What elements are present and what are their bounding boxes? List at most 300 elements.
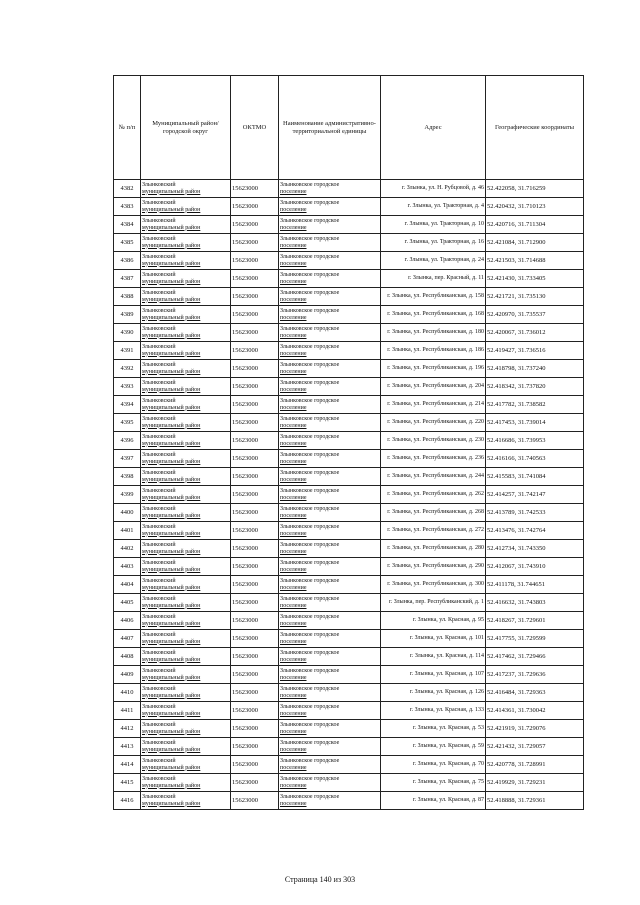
- district-name: Злынковский: [142, 685, 176, 692]
- coordinates-cell: 52.420432, 31.710123: [486, 198, 584, 216]
- oktmo-cell: 15623000: [231, 522, 279, 540]
- unit-name: Злынковское городское: [280, 685, 340, 692]
- row-number-cell: 4392: [114, 360, 141, 378]
- coordinates-cell: 52.421084, 31.712900: [486, 234, 584, 252]
- district-name: Злынковский: [142, 307, 176, 314]
- row-number-cell: 4411: [114, 702, 141, 720]
- table-row: [114, 396, 584, 414]
- oktmo-cell: 15623000: [231, 396, 279, 414]
- district-cell: [141, 396, 231, 414]
- district-name: Злынковский: [142, 505, 176, 512]
- oktmo-cell: 15623000: [231, 540, 279, 558]
- oktmo-cell: 15623000: [231, 756, 279, 774]
- oktmo-cell: 15623000: [231, 630, 279, 648]
- unit-cell: [279, 180, 381, 198]
- unit-type: поселение: [280, 206, 307, 213]
- coordinates-cell: 52.420716, 31.711304: [486, 216, 584, 234]
- oktmo-cell: 15623000: [231, 576, 279, 594]
- oktmo-cell: 15623000: [231, 738, 279, 756]
- unit-name: Злынковское городское: [280, 505, 340, 512]
- coordinates-cell: 52.417782, 31.738582: [486, 396, 584, 414]
- oktmo-cell: 15623000: [231, 252, 279, 270]
- address-cell: г. Злынка, ул. Республиканская, д. 280: [381, 540, 486, 558]
- oktmo-cell: 15623000: [231, 414, 279, 432]
- unit-name: Злынковское городское: [280, 181, 340, 188]
- oktmo-cell: 15623000: [231, 324, 279, 342]
- district-name: Злынковский: [142, 487, 176, 494]
- district-type: муниципальный район: [142, 800, 201, 807]
- district-name: Злынковский: [142, 361, 176, 368]
- unit-name: Злынковское городское: [280, 253, 340, 260]
- district-name: Злынковский: [142, 451, 176, 458]
- table-row: [114, 468, 584, 486]
- unit-cell: [279, 324, 381, 342]
- unit-type: поселение: [280, 638, 307, 645]
- unit-name: Злынковское городское: [280, 217, 340, 224]
- unit-cell: [279, 576, 381, 594]
- coordinates-cell: 52.412734, 31.743350: [486, 540, 584, 558]
- table-row: [114, 270, 584, 288]
- unit-type: поселение: [280, 422, 307, 429]
- district-cell: [141, 648, 231, 666]
- unit-name: Злынковское городское: [280, 487, 340, 494]
- unit-name: Злынковское городское: [280, 775, 340, 782]
- unit-type: поселение: [280, 368, 307, 375]
- district-name: Злынковский: [142, 217, 176, 224]
- district-cell: [141, 324, 231, 342]
- district-name: Злынковский: [142, 289, 176, 296]
- district-cell: [141, 558, 231, 576]
- unit-cell: [279, 558, 381, 576]
- district-type: муниципальный район: [142, 764, 201, 771]
- oktmo-cell: 15623000: [231, 270, 279, 288]
- district-cell: [141, 684, 231, 702]
- district-cell: [141, 198, 231, 216]
- unit-name: Злынковское городское: [280, 307, 340, 314]
- unit-type: поселение: [280, 602, 307, 609]
- unit-cell: [279, 738, 381, 756]
- table-row: [114, 252, 584, 270]
- row-number-cell: 4394: [114, 396, 141, 414]
- unit-type: поселение: [280, 692, 307, 699]
- unit-cell: [279, 216, 381, 234]
- coordinates-cell: 52.415583, 31.741084: [486, 468, 584, 486]
- registry-table: [113, 75, 584, 810]
- unit-cell: [279, 702, 381, 720]
- page-number: Страница 140 из 303: [284, 875, 356, 884]
- unit-name: Злынковское городское: [280, 667, 340, 674]
- table-body: [114, 180, 584, 810]
- oktmo-cell: 15623000: [231, 666, 279, 684]
- district-type: муниципальный район: [142, 386, 201, 393]
- district-cell: [141, 486, 231, 504]
- address-cell: г. Злынка, ул. Тракторная, д. 24: [381, 252, 486, 270]
- table-row: [114, 558, 584, 576]
- coordinates-cell: 52.418342, 31.737820: [486, 378, 584, 396]
- unit-type: поселение: [280, 188, 307, 195]
- address-cell: г. Злынка, ул. Республиканская, д. 244: [381, 468, 486, 486]
- row-number-cell: 4393: [114, 378, 141, 396]
- address-cell: г. Злынка, ул. Красная, д. 59: [381, 738, 486, 756]
- district-name: Злынковский: [142, 469, 176, 476]
- district-name: Злынковский: [142, 523, 176, 530]
- unit-cell: [279, 234, 381, 252]
- unit-type: поселение: [280, 782, 307, 789]
- table-row: [114, 684, 584, 702]
- unit-name: Злынковское городское: [280, 613, 340, 620]
- district-type: муниципальный район: [142, 242, 201, 249]
- table-row: [114, 576, 584, 594]
- address-cell: г. Злынка, ул. Республиканская, д. 268: [381, 504, 486, 522]
- table-row: [114, 432, 584, 450]
- district-name: Злынковский: [142, 181, 176, 188]
- unit-name: Злынковское городское: [280, 559, 340, 566]
- address-cell: г. Злынка, ул. Республиканская, д. 204: [381, 378, 486, 396]
- district-type: муниципальный район: [142, 746, 201, 753]
- unit-name: Злынковское городское: [280, 289, 340, 296]
- district-type: муниципальный район: [142, 278, 201, 285]
- header-unit: Наименование административно-территориальной единицы: [279, 76, 381, 180]
- row-number-cell: 4407: [114, 630, 141, 648]
- unit-name: Злынковское городское: [280, 595, 340, 602]
- table-row: [114, 342, 584, 360]
- district-name: Злынковский: [142, 325, 176, 332]
- district-type: муниципальный район: [142, 458, 201, 465]
- unit-name: Злынковское городское: [280, 271, 340, 278]
- table-row: [114, 666, 584, 684]
- table-row: [114, 216, 584, 234]
- unit-type: поселение: [280, 458, 307, 465]
- district-name: Злынковский: [142, 559, 176, 566]
- address-cell: г. Злынка, ул. Республиканская, д. 214: [381, 396, 486, 414]
- district-cell: [141, 702, 231, 720]
- unit-name: Злынковское городское: [280, 649, 340, 656]
- oktmo-cell: 15623000: [231, 702, 279, 720]
- address-cell: г. Злынка, ул. Республиканская, д. 168: [381, 306, 486, 324]
- unit-type: поселение: [280, 242, 307, 249]
- unit-type: поселение: [280, 728, 307, 735]
- coordinates-cell: 52.422058, 31.716259: [486, 180, 584, 198]
- table-row: [114, 612, 584, 630]
- address-cell: г. Злынка, ул. Красная, д. 70: [381, 756, 486, 774]
- row-number-cell: 4385: [114, 234, 141, 252]
- district-type: муниципальный район: [142, 638, 201, 645]
- district-name: Злынковский: [142, 703, 176, 710]
- unit-type: поселение: [280, 440, 307, 447]
- unit-name: Злынковское городское: [280, 433, 340, 440]
- table-row: [114, 324, 584, 342]
- unit-cell: [279, 396, 381, 414]
- district-cell: [141, 234, 231, 252]
- table-row: [114, 702, 584, 720]
- unit-cell: [279, 648, 381, 666]
- address-cell: г. Злынка, ул. Красная, д. 53: [381, 720, 486, 738]
- unit-name: Злынковское городское: [280, 325, 340, 332]
- unit-name: Злынковское городское: [280, 379, 340, 386]
- district-type: муниципальный район: [142, 296, 201, 303]
- row-number-cell: 4395: [114, 414, 141, 432]
- district-name: Злынковский: [142, 793, 176, 800]
- coordinates-cell: 52.420970, 31.735537: [486, 306, 584, 324]
- table-row: [114, 360, 584, 378]
- table-row: [114, 630, 584, 648]
- district-type: муниципальный район: [142, 224, 201, 231]
- address-cell: г. Злынка, ул. Красная, д. 107: [381, 666, 486, 684]
- address-cell: г. Злынка, ул. Республиканская, д. 196: [381, 360, 486, 378]
- district-cell: [141, 216, 231, 234]
- unit-cell: [279, 288, 381, 306]
- address-cell: г. Злынка, ул. Тракторная, д. 10: [381, 216, 486, 234]
- unit-cell: [279, 468, 381, 486]
- unit-cell: [279, 522, 381, 540]
- table-row: [114, 288, 584, 306]
- coordinates-cell: 52.417237, 31.729636: [486, 666, 584, 684]
- district-cell: [141, 540, 231, 558]
- coordinates-cell: 52.419427, 31.736516: [486, 342, 584, 360]
- district-name: Злынковский: [142, 541, 176, 548]
- row-number-cell: 4412: [114, 720, 141, 738]
- unit-name: Злынковское городское: [280, 739, 340, 746]
- row-number-cell: 4390: [114, 324, 141, 342]
- address-cell: г. Злынка, ул. Республиканская, д. 290: [381, 558, 486, 576]
- unit-cell: [279, 270, 381, 288]
- district-type: муниципальный район: [142, 602, 201, 609]
- table-row: [114, 774, 584, 792]
- district-name: Злынковский: [142, 253, 176, 260]
- row-number-cell: 4387: [114, 270, 141, 288]
- oktmo-cell: 15623000: [231, 684, 279, 702]
- district-name: Злынковский: [142, 757, 176, 764]
- address-cell: г. Злынка, ул. Республиканская, д. 300: [381, 576, 486, 594]
- oktmo-cell: 15623000: [231, 558, 279, 576]
- unit-type: поселение: [280, 260, 307, 267]
- header-address: Адрес: [381, 76, 486, 180]
- district-cell: [141, 792, 231, 810]
- coordinates-cell: 52.417462, 31.729466: [486, 648, 584, 666]
- address-cell: г. Злынка, ул. Красная, д. 101: [381, 630, 486, 648]
- row-number-cell: 4413: [114, 738, 141, 756]
- unit-cell: [279, 486, 381, 504]
- coordinates-cell: 52.416484, 31.729363: [486, 684, 584, 702]
- coordinates-cell: 52.418267, 31.729601: [486, 612, 584, 630]
- oktmo-cell: 15623000: [231, 468, 279, 486]
- table-row: [114, 648, 584, 666]
- district-cell: [141, 504, 231, 522]
- district-type: муниципальный район: [142, 584, 201, 591]
- district-cell: [141, 432, 231, 450]
- coordinates-cell: 52.418798, 31.737240: [486, 360, 584, 378]
- address-cell: г. Злынка, пер. Красный, д. 11: [381, 270, 486, 288]
- unit-name: Злынковское городское: [280, 415, 340, 422]
- table-row: [114, 180, 584, 198]
- row-number-cell: 4397: [114, 450, 141, 468]
- district-name: Злынковский: [142, 667, 176, 674]
- row-number-cell: 4389: [114, 306, 141, 324]
- oktmo-cell: 15623000: [231, 504, 279, 522]
- table-row: [114, 234, 584, 252]
- district-name: Злынковский: [142, 199, 176, 206]
- address-cell: г. Злынка, ул. Красная, д. 126: [381, 684, 486, 702]
- address-cell: г. Злынка, ул. Республиканская, д. 220: [381, 414, 486, 432]
- table-row: [114, 414, 584, 432]
- coordinates-cell: 52.416686, 31.739953: [486, 432, 584, 450]
- table-row: [114, 504, 584, 522]
- table-row: [114, 792, 584, 810]
- oktmo-cell: 15623000: [231, 288, 279, 306]
- district-cell: [141, 306, 231, 324]
- district-name: Злынковский: [142, 379, 176, 386]
- unit-cell: [279, 774, 381, 792]
- district-type: муниципальный район: [142, 404, 201, 411]
- unit-type: поселение: [280, 530, 307, 537]
- unit-type: поселение: [280, 476, 307, 483]
- district-name: Злынковский: [142, 415, 176, 422]
- unit-name: Злынковское городское: [280, 343, 340, 350]
- district-name: Злынковский: [142, 613, 176, 620]
- table-header-row: [114, 76, 584, 180]
- unit-cell: [279, 378, 381, 396]
- row-number-cell: 4402: [114, 540, 141, 558]
- unit-cell: [279, 198, 381, 216]
- district-name: Злынковский: [142, 595, 176, 602]
- district-cell: [141, 756, 231, 774]
- unit-type: поселение: [280, 278, 307, 285]
- unit-type: поселение: [280, 314, 307, 321]
- district-type: муниципальный район: [142, 368, 201, 375]
- address-cell: г. Злынка, ул. Красная, д. 87: [381, 792, 486, 810]
- row-number-cell: 4386: [114, 252, 141, 270]
- row-number-cell: 4403: [114, 558, 141, 576]
- district-cell: [141, 360, 231, 378]
- district-type: муниципальный район: [142, 512, 201, 519]
- coordinates-cell: 52.421919, 31.729076: [486, 720, 584, 738]
- district-name: Злынковский: [142, 433, 176, 440]
- address-cell: г. Злынка, ул. Красная, д. 133: [381, 702, 486, 720]
- oktmo-cell: 15623000: [231, 180, 279, 198]
- oktmo-cell: 15623000: [231, 648, 279, 666]
- row-number-cell: 4388: [114, 288, 141, 306]
- header-oktmo: ОКТМО: [231, 76, 279, 180]
- row-number-cell: 4382: [114, 180, 141, 198]
- unit-type: поселение: [280, 746, 307, 753]
- coordinates-cell: 52.412067, 31.743910: [486, 558, 584, 576]
- row-number-cell: 4406: [114, 612, 141, 630]
- oktmo-cell: 15623000: [231, 594, 279, 612]
- coordinates-cell: 52.417755, 31.729599: [486, 630, 584, 648]
- row-number-cell: 4416: [114, 792, 141, 810]
- unit-cell: [279, 450, 381, 468]
- oktmo-cell: 15623000: [231, 612, 279, 630]
- oktmo-cell: 15623000: [231, 792, 279, 810]
- unit-cell: [279, 306, 381, 324]
- unit-type: поселение: [280, 584, 307, 591]
- oktmo-cell: 15623000: [231, 198, 279, 216]
- coordinates-cell: 52.420067, 31.736012: [486, 324, 584, 342]
- address-cell: г. Злынка, ул. Республиканская, д. 158: [381, 288, 486, 306]
- district-type: муниципальный район: [142, 620, 201, 627]
- table-row: [114, 720, 584, 738]
- row-number-cell: 4404: [114, 576, 141, 594]
- oktmo-cell: 15623000: [231, 378, 279, 396]
- unit-name: Злынковское городское: [280, 523, 340, 530]
- row-number-cell: 4400: [114, 504, 141, 522]
- unit-name: Злынковское городское: [280, 235, 340, 242]
- district-cell: [141, 522, 231, 540]
- district-cell: [141, 378, 231, 396]
- address-cell: г. Злынка, пер. Республиканский, д. 1: [381, 594, 486, 612]
- row-number-cell: 4409: [114, 666, 141, 684]
- row-number-cell: 4405: [114, 594, 141, 612]
- unit-cell: [279, 666, 381, 684]
- unit-cell: [279, 252, 381, 270]
- unit-type: поселение: [280, 656, 307, 663]
- oktmo-cell: 15623000: [231, 720, 279, 738]
- coordinates-cell: 52.421430, 31.733405: [486, 270, 584, 288]
- unit-cell: [279, 504, 381, 522]
- unit-name: Злынковское городское: [280, 451, 340, 458]
- address-cell: г. Злынка, ул. Республиканская, д. 272: [381, 522, 486, 540]
- unit-name: Злынковское городское: [280, 721, 340, 728]
- district-name: Злынковский: [142, 235, 176, 242]
- oktmo-cell: 15623000: [231, 774, 279, 792]
- header-coords: Географические координаты: [486, 76, 584, 180]
- unit-cell: [279, 792, 381, 810]
- coordinates-cell: 52.414257, 31.742147: [486, 486, 584, 504]
- unit-name: Злынковское городское: [280, 577, 340, 584]
- unit-name: Злынковское городское: [280, 631, 340, 638]
- row-number-cell: 4383: [114, 198, 141, 216]
- table-row: [114, 756, 584, 774]
- unit-type: поселение: [280, 620, 307, 627]
- address-cell: г. Злынка, ул. Республиканская, д. 186: [381, 342, 486, 360]
- unit-type: поселение: [280, 494, 307, 501]
- unit-name: Злынковское городское: [280, 757, 340, 764]
- unit-cell: [279, 414, 381, 432]
- oktmo-cell: 15623000: [231, 306, 279, 324]
- unit-name: Злынковское городское: [280, 469, 340, 476]
- unit-cell: [279, 756, 381, 774]
- district-type: муниципальный район: [142, 782, 201, 789]
- unit-type: поселение: [280, 710, 307, 717]
- address-cell: г. Злынка, ул. Красная, д. 75: [381, 774, 486, 792]
- unit-cell: [279, 540, 381, 558]
- district-cell: [141, 450, 231, 468]
- unit-cell: [279, 594, 381, 612]
- coordinates-cell: 52.411178, 31.744651: [486, 576, 584, 594]
- oktmo-cell: 15623000: [231, 234, 279, 252]
- address-cell: г. Злынка, ул. Н. Рубцовой, д. 46: [381, 180, 486, 198]
- oktmo-cell: 15623000: [231, 342, 279, 360]
- unit-cell: [279, 432, 381, 450]
- district-cell: [141, 738, 231, 756]
- coordinates-cell: 52.417453, 31.739014: [486, 414, 584, 432]
- unit-type: поселение: [280, 404, 307, 411]
- oktmo-cell: 15623000: [231, 432, 279, 450]
- district-cell: [141, 270, 231, 288]
- district-name: Злынковский: [142, 631, 176, 638]
- district-cell: [141, 666, 231, 684]
- row-number-cell: 4384: [114, 216, 141, 234]
- unit-type: поселение: [280, 350, 307, 357]
- district-cell: [141, 720, 231, 738]
- coordinates-cell: 52.421503, 31.714688: [486, 252, 584, 270]
- row-number-cell: 4391: [114, 342, 141, 360]
- district-type: муниципальный район: [142, 710, 201, 717]
- district-type: муниципальный район: [142, 350, 201, 357]
- unit-name: Злынковское городское: [280, 541, 340, 548]
- district-type: муниципальный район: [142, 728, 201, 735]
- unit-cell: [279, 612, 381, 630]
